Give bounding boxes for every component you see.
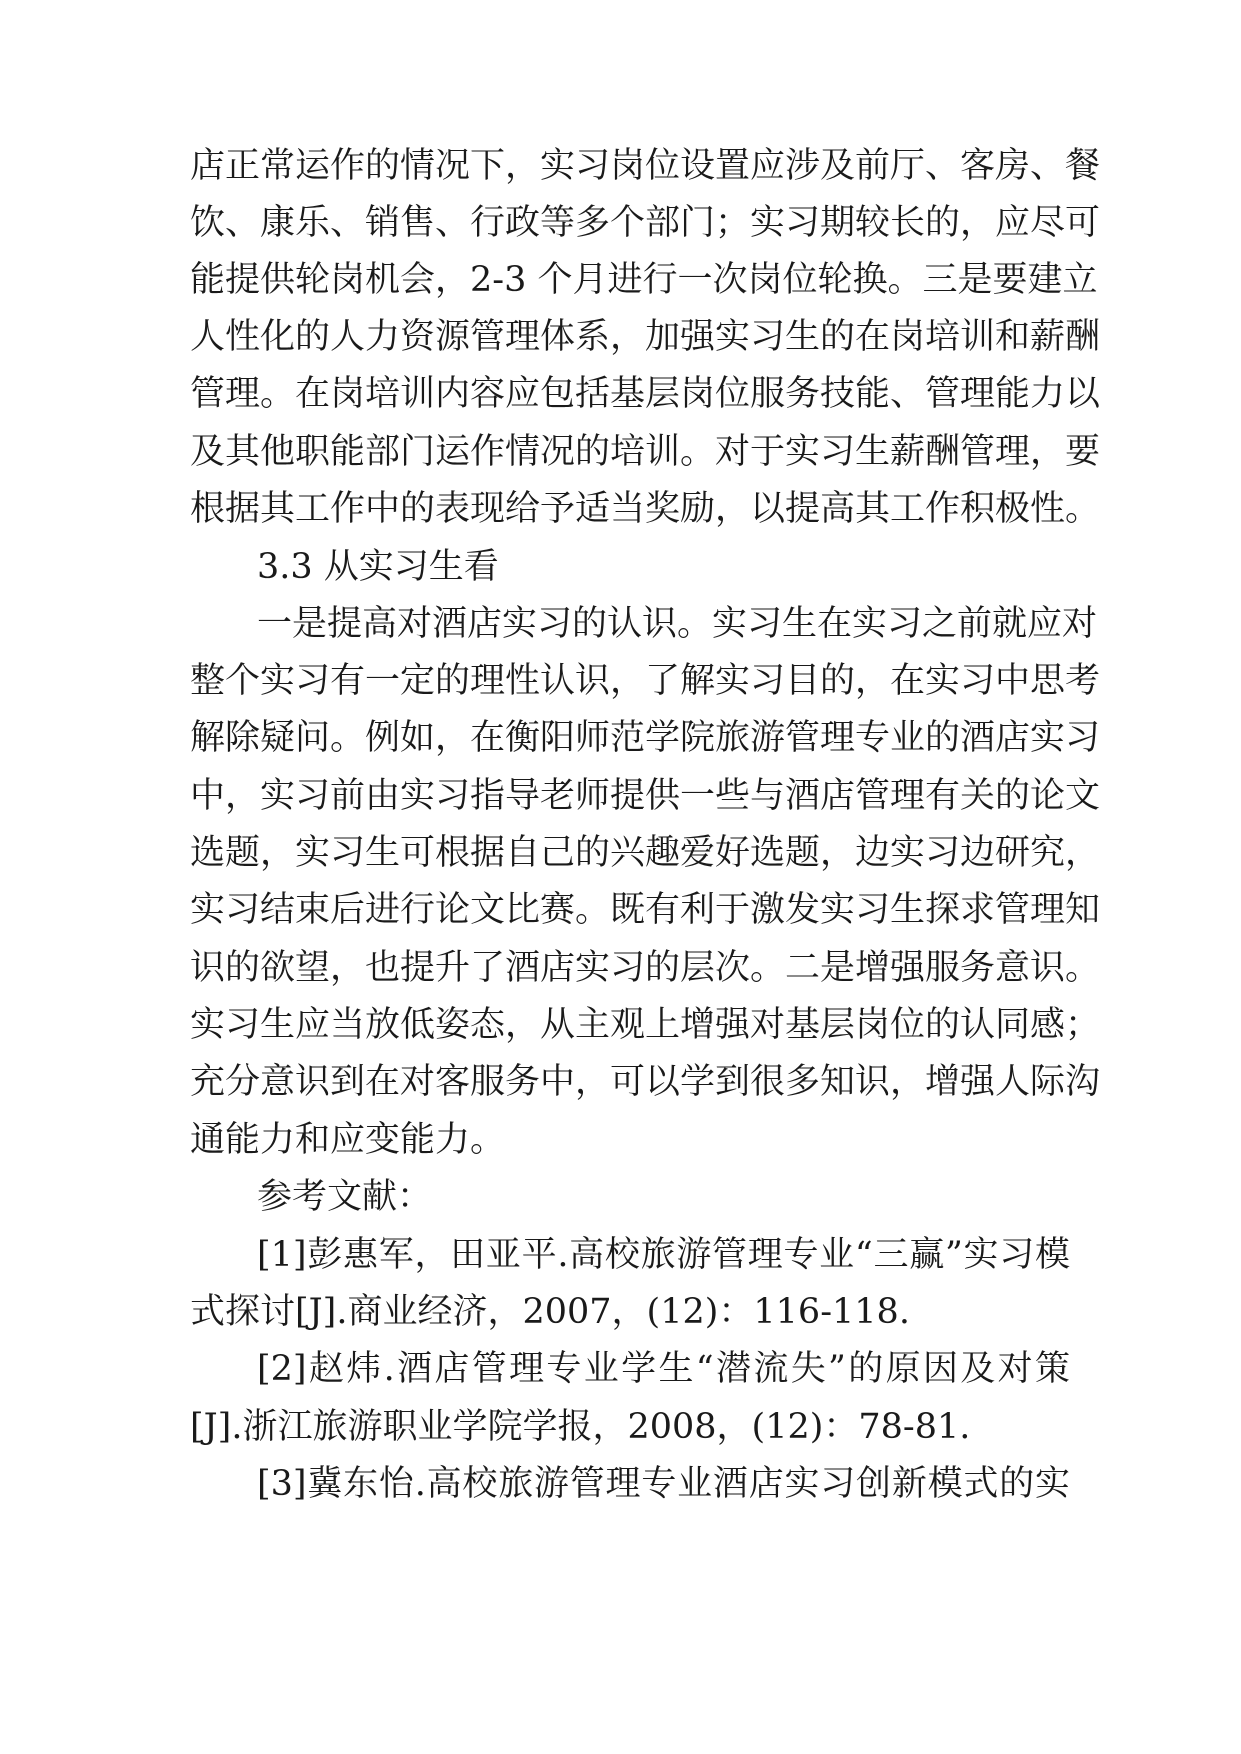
- body-text-line: 中，实习前由实习指导老师提供一些与酒店管理有关的论文: [190, 776, 1101, 816]
- body-text-line: 根据其工作中的表现给予适当奖励，以提高其工作积极性。: [190, 489, 1101, 529]
- body-text-line: 实习生应当放低姿态，从主观上增强对基层岗位的认同感；: [190, 1005, 1101, 1045]
- section-heading: 3.3 从实习生看: [257, 547, 499, 587]
- body-text-line: 实习结束后进行论文比赛。既有利于激发实习生探求管理知: [190, 890, 1101, 930]
- reference-line: [3]冀东怡.高校旅游管理专业酒店实习创新模式的实: [257, 1464, 1070, 1504]
- body-text-line: 人性化的人力资源管理体系，加强实习生的在岗培训和薪酬: [190, 317, 1101, 357]
- body-text-line: 识的欲望，也提升了酒店实习的层次。二是增强服务意识。: [190, 948, 1101, 988]
- body-text-line: 选题，实习生可根据自己的兴趣爱好选题，边实习边研究，: [190, 833, 1101, 873]
- body-text-line: 通能力和应变能力。: [190, 1120, 506, 1160]
- body-text-line: 能提供轮岗机会，2-3 个月进行一次岗位轮换。三是要建立: [190, 260, 1098, 300]
- body-text-line: 管理。在岗培训内容应包括基层岗位服务技能、管理能力以: [190, 374, 1101, 414]
- body-text-line: 充分意识到在对客服务中，可以学到很多知识，增强人际沟: [190, 1062, 1101, 1102]
- reference-line: [2]赵炜.酒店管理专业学生“潜流失”的原因及对策: [257, 1349, 1070, 1389]
- body-text-line: 饮、康乐、销售、行政等多个部门；实习期较长的，应尽可: [190, 203, 1101, 243]
- body-text-line: 一是提高对酒店实习的认识。实习生在实习之前就应对: [257, 604, 1098, 644]
- references-heading: 参考文献：: [257, 1177, 433, 1217]
- body-text-line: 整个实习有一定的理性认识，了解实习目的，在实习中思考: [190, 661, 1101, 701]
- reference-line: [1]彭惠军，田亚平.高校旅游管理专业“三赢”实习模: [257, 1235, 1070, 1275]
- body-text-line: 及其他职能部门运作情况的培训。对于实习生薪酬管理，要: [190, 432, 1101, 472]
- body-text-line: 解除疑问。例如，在衡阳师范学院旅游管理专业的酒店实习: [190, 718, 1101, 758]
- body-text-line: 店正常运作的情况下，实习岗位设置应涉及前厅、客房、餐: [190, 146, 1101, 186]
- reference-line: 式探讨[J].商业经济，2007，(12)：116-118.: [190, 1292, 910, 1332]
- reference-line: [J].浙江旅游职业学院学报，2008，(12)：78-81.: [190, 1407, 971, 1447]
